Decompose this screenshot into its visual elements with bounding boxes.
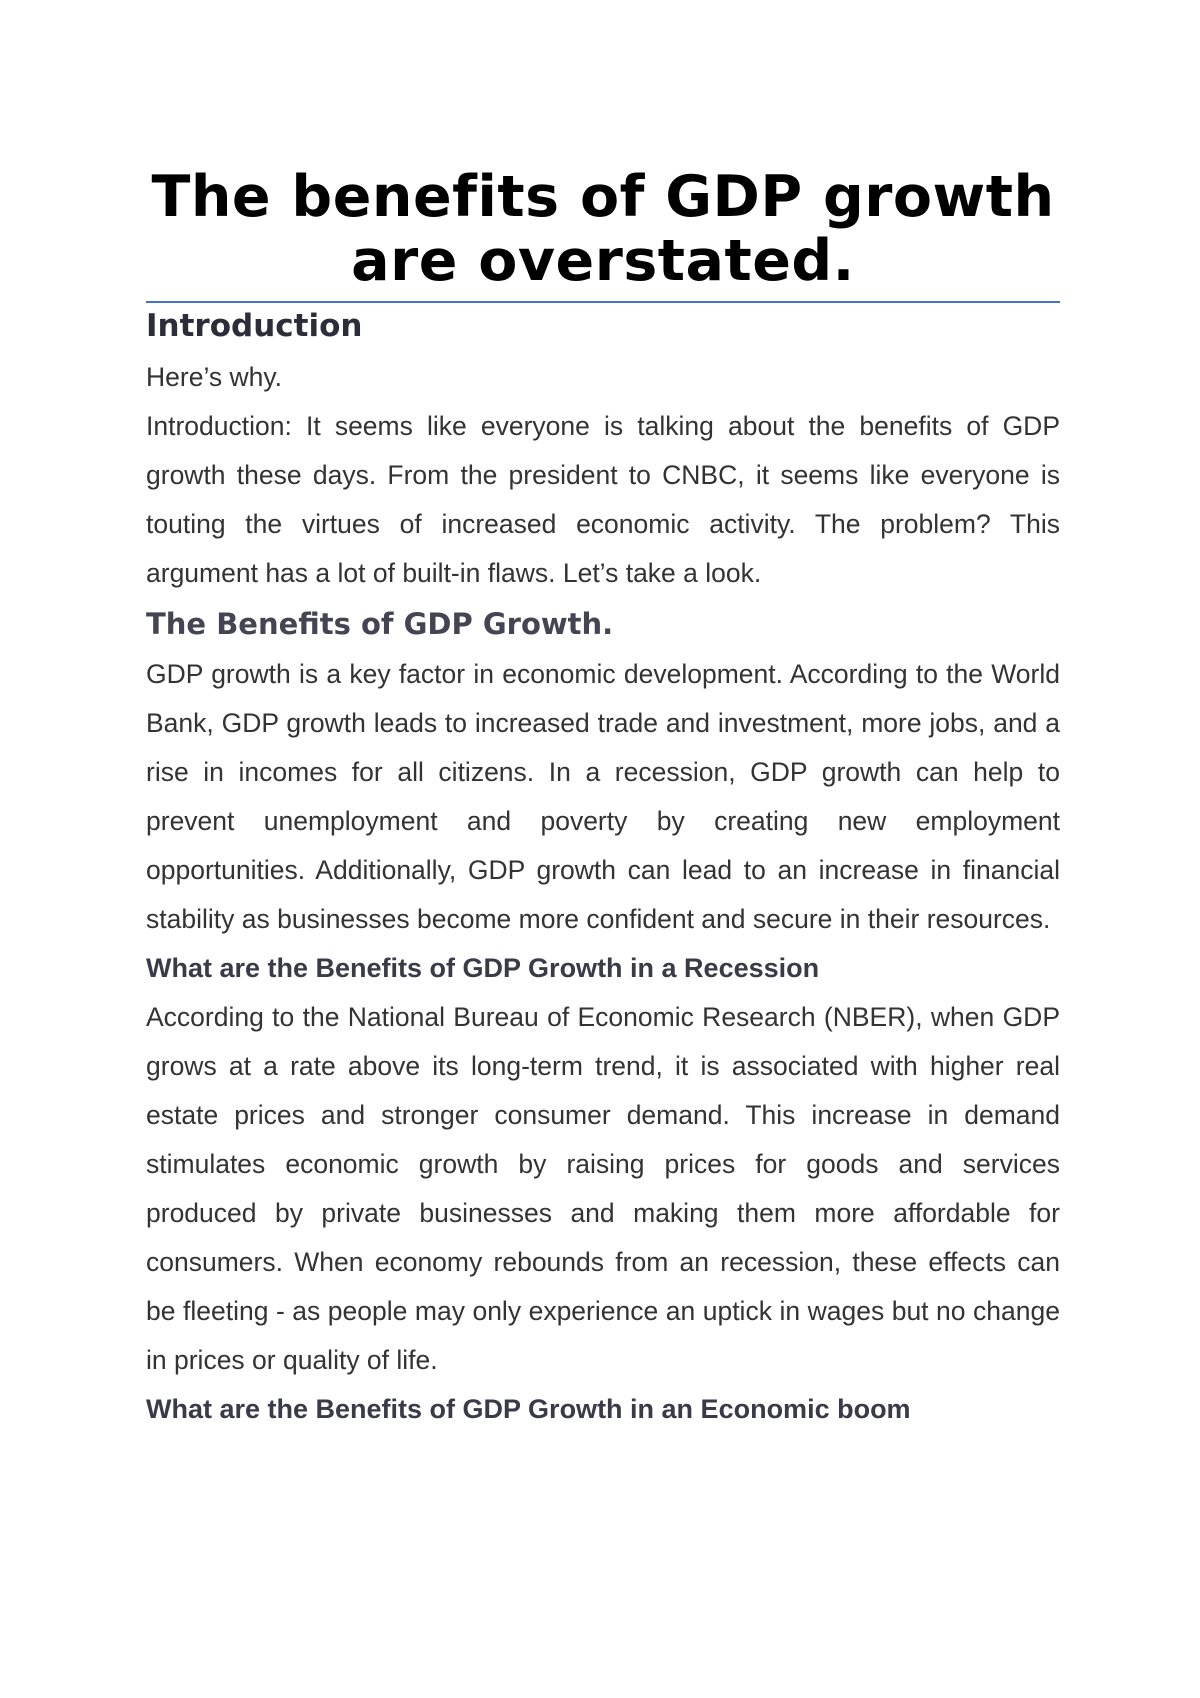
introduction-heading: Introduction (146, 308, 363, 344)
document-page (146, 165, 1060, 1434)
document-title: The benefits of GDP growth are overstated. (146, 165, 1060, 303)
intro-paragraph: Introduction: It seems like everyone is talking about the benefits of GDP growth these days. From the president to CNBC, it seems like everyone is touting the virtues of increased economic activity. The problem? This argument has a lot of built-in flaws. Let’s take a look. (146, 411, 1060, 588)
recession-heading: What are the Benefits of GDP Growth in a Recession (146, 953, 820, 983)
recession-paragraph: According to the National Bureau of Economic Research (NBER), when GDP grows at a rate above its long-term trend, it is associated with higher real estate prices and stronger consumer demand. This increase in demand stimulates economic growth by raising prices for goods and services produced by private businesses and making them more affordable for consumers. When economy rebounds from an recession, these effects can be fleeting - as people may only experience an uptick in wages but no change in prices or quality of life. (146, 1002, 1060, 1375)
economic-boom-heading: What are the Benefits of GDP Growth in an Economic boom (146, 1394, 911, 1424)
benefits-paragraph: GDP growth is a key factor in economic development. According to the World Bank, GDP growth leads to increased trade and investment, more jobs, and a rise in incomes for all citizens. In a recession, GDP growth can help to prevent unemployment and poverty by creating new employment opportunities. Additionally, GDP growth can lead to an increase in financial stability as businesses become more confident and secure in their resources. (146, 659, 1060, 934)
intro-lead-text: Here’s why. (146, 362, 282, 392)
benefits-heading: The Benefits of GDP Growth. (146, 607, 614, 641)
